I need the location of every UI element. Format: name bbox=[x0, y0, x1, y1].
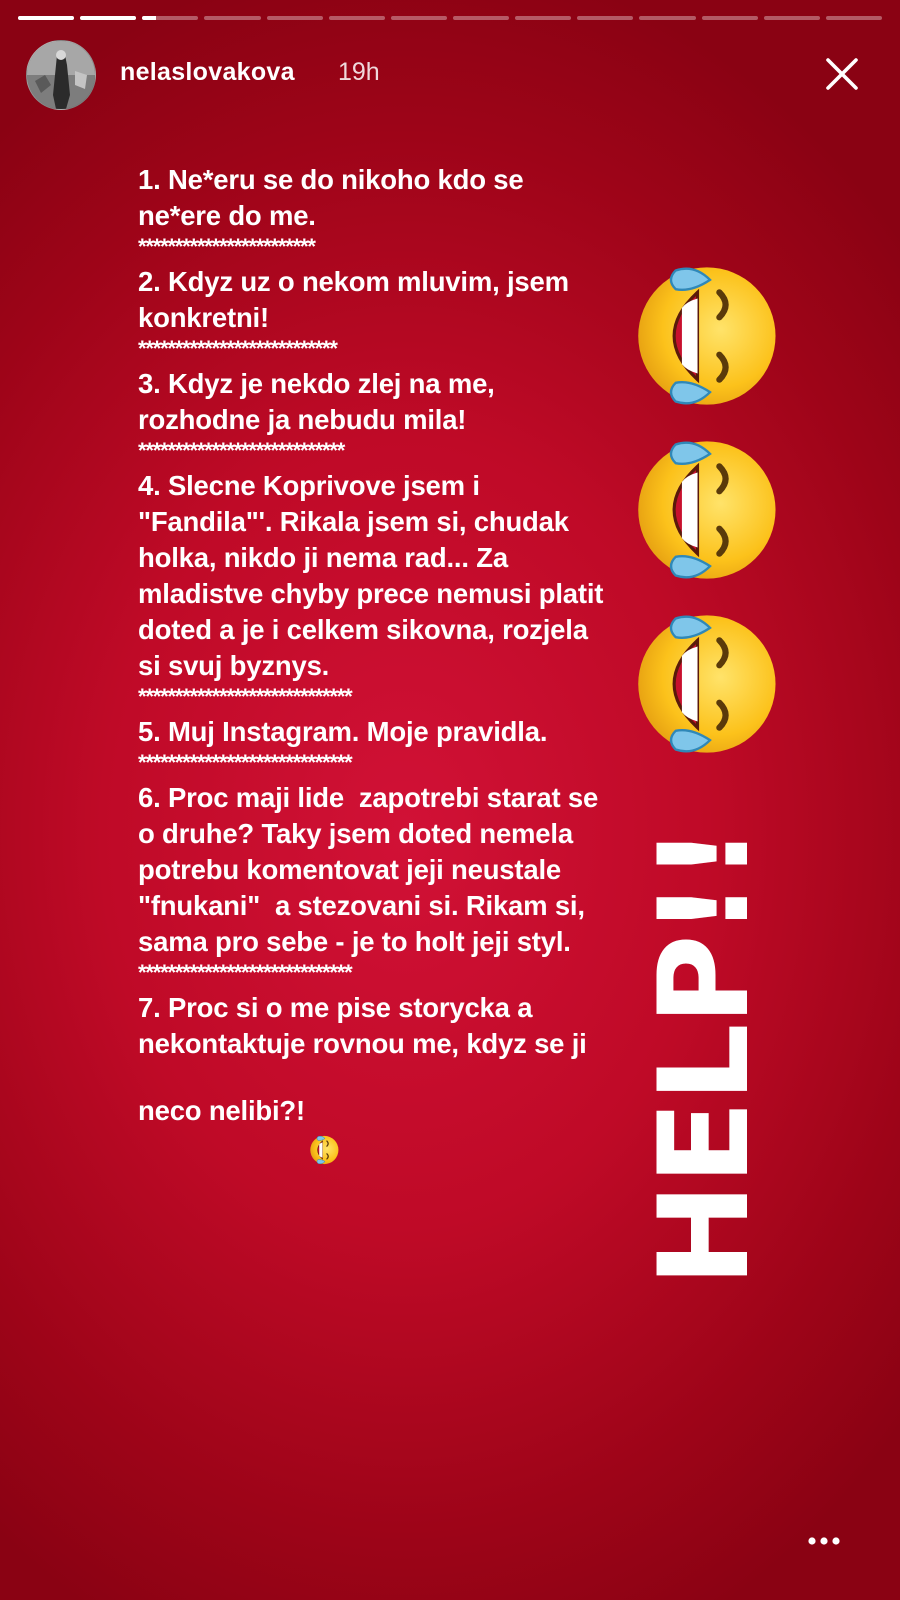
close-icon bbox=[822, 54, 862, 94]
rule-separator: ***************************** bbox=[138, 962, 352, 984]
progress-segment bbox=[391, 16, 447, 20]
rule-item bbox=[138, 264, 608, 360]
progress-fill bbox=[18, 16, 74, 20]
rule-item bbox=[138, 714, 608, 774]
rule-separator: *************************** bbox=[138, 338, 337, 360]
rule-text: 3. Kdyz je nekdo zlej na me, rozhodne ja nebudu mila! bbox=[138, 368, 503, 435]
rule-item bbox=[138, 366, 608, 462]
rule-separator: ************************ bbox=[138, 236, 315, 258]
story-progress-bar bbox=[18, 16, 882, 21]
more-options-button[interactable] bbox=[806, 1534, 842, 1548]
progress-segment bbox=[18, 16, 74, 20]
rule-text-content: 7. Proc si o me pise storycka a nekontaktuje rovnou me, kdyz se ji neco nelibi?! bbox=[138, 992, 595, 1126]
rule-item bbox=[138, 162, 608, 258]
progress-segment bbox=[142, 16, 198, 20]
progress-fill bbox=[142, 16, 156, 20]
rule-text: 4. Slecne Koprivove jsem i "Fandila"'. Rikala jsem si, chudak holka, nikdo ji nema rad... Za mladistve chyby prece nemusi platit doted a je i celkem sikovna, rozjela si svuj byznys. bbox=[138, 470, 611, 681]
progress-segment bbox=[702, 16, 758, 20]
more-options-icon bbox=[806, 1534, 842, 1548]
rule-item bbox=[138, 468, 611, 708]
rule-text: 5. Muj Instagram. Moje pravidla. bbox=[138, 716, 548, 747]
avatar-photo bbox=[27, 41, 95, 109]
progress-segment bbox=[577, 16, 633, 20]
progress-segment bbox=[826, 16, 882, 20]
progress-segment bbox=[80, 16, 136, 20]
rule-item bbox=[138, 780, 608, 984]
story-header bbox=[26, 38, 876, 108]
rules-list bbox=[138, 162, 611, 1129]
rule-separator: ***************************** bbox=[138, 686, 352, 708]
laughing-emoji-icon bbox=[632, 606, 788, 762]
avatar[interactable] bbox=[26, 40, 96, 110]
progress-segment bbox=[453, 16, 509, 20]
rule-text: 1. Ne*eru se do nikoho kdo se ne*ere do me. bbox=[138, 164, 531, 231]
progress-segment bbox=[639, 16, 695, 20]
help-sticker bbox=[633, 827, 777, 1287]
rule-item bbox=[138, 990, 608, 1129]
progress-segment bbox=[204, 16, 260, 20]
laughing-emoji-icon bbox=[309, 1062, 341, 1094]
rule-separator: **************************** bbox=[138, 440, 345, 462]
rule-text: 2. Kdyz uz o nekom mluvim, jsem konkretni! bbox=[138, 266, 577, 333]
laughing-emoji-icon bbox=[632, 258, 788, 414]
close-button[interactable] bbox=[822, 54, 862, 94]
laughing-emoji-icon bbox=[632, 432, 788, 588]
progress-fill bbox=[80, 16, 136, 20]
progress-segment bbox=[515, 16, 571, 20]
rule-separator: ***************************** bbox=[138, 752, 352, 774]
post-time: 19h bbox=[338, 58, 380, 86]
username[interactable]: nelaslovakova bbox=[120, 58, 295, 86]
progress-segment bbox=[329, 16, 385, 20]
progress-segment bbox=[267, 16, 323, 20]
rule-text: 6. Proc maji lide zapotrebi starat se o druhe? Taky jsem doted nemela potrebu komentovat jeji neustale "fnukani" a stezovani si. Rikam si, sama pro sebe - je to holt jeji styl. bbox=[138, 782, 606, 957]
progress-segment bbox=[764, 16, 820, 20]
help-sticker-text: HELP!! bbox=[633, 827, 777, 1287]
rule-text bbox=[138, 990, 608, 1129]
